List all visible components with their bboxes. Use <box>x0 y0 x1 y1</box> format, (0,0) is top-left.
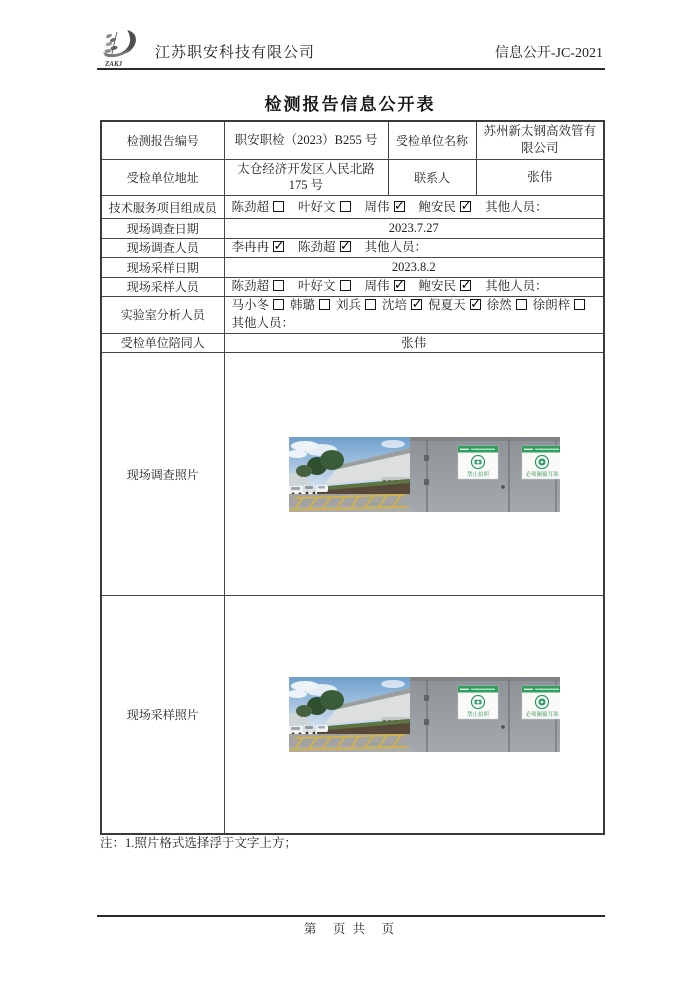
other-staff-label: 其他人员： <box>231 316 295 330</box>
staff-member <box>365 279 405 293</box>
staff-member <box>232 298 285 312</box>
staff-name: 陈劲超 <box>231 278 270 293</box>
staff-checkbox-list <box>232 200 486 214</box>
row-report-no <box>101 121 604 159</box>
staff-name: 倪夏天 <box>428 297 466 312</box>
staff-member <box>232 200 285 214</box>
field-value: 张伟 <box>476 159 604 196</box>
field-label: 现场调查照片 <box>101 353 224 596</box>
staff-name: 周伟 <box>364 278 390 293</box>
staff-checkbox-list <box>232 297 600 315</box>
checkbox-checked-icon[interactable] <box>411 299 422 310</box>
staff-name: 叶好文 <box>298 199 336 214</box>
staff-name: 马小冬 <box>231 297 270 312</box>
checkbox-unchecked-icon[interactable] <box>273 299 284 310</box>
company-logo-icon <box>97 26 149 68</box>
staff-checkbox-list <box>232 279 486 293</box>
sign-text: 禁止拍照 <box>466 471 489 478</box>
checkbox-checked-icon[interactable] <box>460 201 471 212</box>
staff-name: 陈劲超 <box>231 199 270 214</box>
row-escort <box>101 333 604 353</box>
staff-name: 鲍安民 <box>418 278 457 293</box>
no-photography-sign <box>458 446 498 479</box>
staff-member <box>232 279 285 293</box>
staff-member <box>290 298 330 312</box>
staff-member <box>382 298 422 312</box>
field-value <box>224 277 604 296</box>
sign-text: 禁止拍照 <box>466 712 489 719</box>
field-label: 现场采样照片 <box>101 596 224 834</box>
checkbox-checked-icon[interactable] <box>340 241 351 252</box>
footer-divider <box>97 915 605 917</box>
checkbox-checked-icon[interactable] <box>460 280 471 291</box>
staff-member <box>487 298 527 312</box>
checkbox-checked-icon[interactable] <box>470 299 481 310</box>
site-sampling-photo <box>289 677 561 752</box>
field-value: 2023.8.2 <box>224 257 604 277</box>
staff-member <box>428 298 481 312</box>
field-label: 受检单位陪同人 <box>101 333 224 353</box>
sign-text: 必须佩戴耳塞 <box>524 471 559 478</box>
field-label: 现场采样人员 <box>101 277 224 296</box>
form-title: 检测报告信息公开表 <box>264 95 436 114</box>
field-label: 现场调查人员 <box>101 239 224 258</box>
factory-yard-photo <box>289 437 410 512</box>
page-number: 第 页 共 页 <box>303 922 397 936</box>
safety-signs-photo <box>410 677 560 752</box>
row-survey-photo <box>101 353 604 596</box>
field-value <box>224 239 604 258</box>
staff-name: 鲍安民 <box>418 199 457 214</box>
staff-member <box>419 279 472 293</box>
staff-name: 刘兵 <box>336 297 362 312</box>
row-lab-staff <box>101 296 604 333</box>
row-sampling-staff <box>101 277 604 296</box>
row-survey-date <box>101 219 604 239</box>
staff-name: 叶好文 <box>298 278 336 293</box>
staff-name: 韩璐 <box>290 297 316 312</box>
field-label: 联系人 <box>388 159 476 196</box>
field-value: 苏州新太钢高效管有限公司 <box>476 121 604 159</box>
row-sampling-photo <box>101 596 604 834</box>
company-name: 江苏职安科技有限公司 <box>155 45 316 61</box>
other-staff-label: 其他人员： <box>485 199 548 214</box>
staff-name: 李冉冉 <box>231 240 270 255</box>
checkbox-checked-icon[interactable] <box>394 280 405 291</box>
staff-name: 陈劲超 <box>298 240 336 255</box>
photo-cell <box>224 353 604 596</box>
checkbox-unchecked-icon[interactable] <box>365 299 376 310</box>
staff-member <box>298 279 351 293</box>
checkbox-unchecked-icon[interactable] <box>273 201 284 212</box>
sign-text: 必须佩戴耳塞 <box>524 712 559 719</box>
field-label: 受检单位地址 <box>101 159 224 196</box>
checkbox-unchecked-icon[interactable] <box>574 299 585 310</box>
site-survey-photo <box>289 437 561 512</box>
row-unit-address <box>101 159 604 196</box>
no-photography-sign <box>458 686 498 719</box>
row-sampling-date <box>101 257 604 277</box>
document-code: 信息公开-JC-2021 <box>494 46 603 61</box>
field-label: 技术服务项目组成员 <box>101 196 224 219</box>
checkbox-unchecked-icon[interactable] <box>340 280 351 291</box>
staff-member <box>298 240 351 254</box>
field-value: 太仓经济开发区人民北路175 号 <box>224 159 388 196</box>
page-header <box>97 24 605 70</box>
checkbox-checked-icon[interactable] <box>273 241 284 252</box>
field-label: 检测报告编号 <box>101 121 224 159</box>
checkbox-unchecked-icon[interactable] <box>273 280 284 291</box>
row-tech-team <box>101 196 604 219</box>
field-value <box>224 296 604 333</box>
checkbox-checked-icon[interactable] <box>394 201 405 212</box>
factory-yard-photo <box>289 677 410 752</box>
staff-name: 周伟 <box>364 199 390 214</box>
staff-member <box>232 240 285 254</box>
row-survey-staff <box>101 239 604 258</box>
field-label: 现场采样日期 <box>101 257 224 277</box>
checkbox-unchecked-icon[interactable] <box>516 299 527 310</box>
field-value: 2023.7.27 <box>224 219 604 239</box>
checkbox-unchecked-icon[interactable] <box>319 299 330 310</box>
footnote: 注：1.照片格式选择浮于文字上方； <box>100 836 297 850</box>
staff-member <box>365 200 405 214</box>
field-value <box>224 196 604 219</box>
field-value: 张伟 <box>224 333 604 353</box>
photo-cell <box>224 596 604 834</box>
report-info-table <box>100 120 605 835</box>
staff-checkbox-list <box>232 240 365 254</box>
safety-signs-photo <box>410 437 560 512</box>
staff-member <box>533 298 586 312</box>
checkbox-unchecked-icon[interactable] <box>340 201 351 212</box>
staff-name: 徐然 <box>486 297 512 312</box>
other-staff-label: 其他人员： <box>485 278 548 293</box>
logo-text: ZAKJ <box>105 60 123 68</box>
staff-name: 沈培 <box>382 297 408 312</box>
field-value: 职安职检（2023）B255 号 <box>224 121 388 159</box>
staff-member <box>419 200 472 214</box>
staff-member <box>298 200 351 214</box>
staff-member <box>336 298 376 312</box>
ear-protection-sign <box>522 446 560 479</box>
ear-protection-sign <box>522 686 560 719</box>
field-label: 实验室分析人员 <box>101 296 224 333</box>
staff-name: 徐朗梓 <box>532 297 571 312</box>
other-staff-label: 其他人员： <box>364 240 428 255</box>
field-label: 现场调查日期 <box>101 219 224 239</box>
field-label: 受检单位名称 <box>388 121 476 159</box>
